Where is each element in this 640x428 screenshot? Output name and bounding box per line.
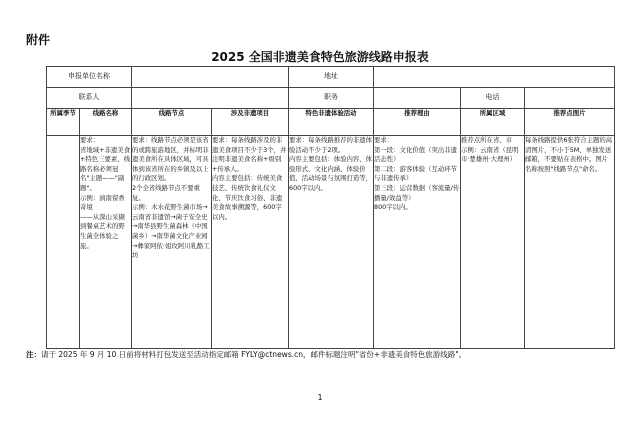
col-route-nodes: 线路节点 bbox=[132, 109, 212, 136]
contact-field[interactable] bbox=[132, 88, 289, 109]
col-region: 所属区域 bbox=[461, 109, 525, 136]
address-field[interactable] bbox=[374, 67, 615, 88]
unit-row bbox=[47, 67, 615, 88]
attachment-label: 附件 bbox=[26, 33, 51, 47]
application-form-table bbox=[46, 66, 615, 349]
region-cell[interactable]: 推荐点所在省、市 示例：云南省（昆明市·楚雄州·大理州） bbox=[461, 136, 525, 349]
position-field[interactable] bbox=[374, 88, 461, 109]
col-route-name: 线路名称 bbox=[80, 109, 132, 136]
col-season: 所属季节 bbox=[47, 109, 80, 136]
page-title: 2025 全国非遗美食特色旅游线路申报表 bbox=[211, 50, 429, 64]
activities-cell[interactable]: 要求：每条线路推荐的非遗体验活动不少于2项。 内容主要包括：体验内容、体验形式、文化内涵、体验价值、活动场景与氛围打造等，600字以内。 bbox=[289, 136, 374, 349]
page-number: 1 bbox=[317, 393, 323, 402]
phone-field[interactable] bbox=[525, 88, 615, 109]
col-activities: 特色非遗体验活动 bbox=[289, 109, 374, 136]
col-reasons: 推荐理由 bbox=[374, 109, 461, 136]
season-cell[interactable] bbox=[47, 136, 80, 349]
reasons-cell[interactable]: 要求： 第一段：文化价值（突出非遗活态性） 第二段：游客体验（互动环节与非遗传承） 第三段：运营数据（客流量/传播量/效益等） 800字以内。 bbox=[374, 136, 461, 349]
contact-label: 联系人 bbox=[47, 88, 132, 109]
phone-label: 电话 bbox=[461, 88, 525, 109]
unit-name-label: 申报单位名称 bbox=[47, 67, 132, 88]
footnote bbox=[26, 349, 626, 360]
route-name-cell[interactable]: 要求： 省地域+非遗美食+特色三要素，线路名称必须冠名"主题——"副题"。 示例：滇南留香奇境 ——从深山采撷到餐桌艺术的野生菌全体验之旅。 bbox=[80, 136, 132, 349]
col-heritage-items: 涉及非遗项目 bbox=[212, 109, 289, 136]
footnote-prefix: 注： bbox=[26, 350, 41, 359]
table-row bbox=[47, 136, 615, 349]
col-images: 推荐点图片 bbox=[525, 109, 615, 136]
route-nodes-cell[interactable]: 要求：线路节点必须是该省的或跨旅游地区，并标明非遗美食所在具体区域，可具体到该省所在的乡镇及以上的行政区划。 2个全省线路节点不要重复。 示例：木水花野生菌市场→云南省非遗馆→菌子安全史→南华县野生菌森林（中国菌乡）→南华菌文化产业园→彝家阿依·姐玫阿川乳酪工坊 bbox=[132, 136, 212, 349]
position-label: 职务 bbox=[289, 88, 374, 109]
address-label: 地址 bbox=[289, 67, 374, 88]
column-header-row bbox=[47, 109, 615, 136]
contact-row bbox=[47, 88, 615, 109]
unit-name-field[interactable] bbox=[132, 67, 289, 88]
footnote-text: 请于 2025 年 9 月 10 日前将材料打包发送至活动指定邮箱 FYLY@ctnews.cn，邮件标题注明"省份+非遗美食特色旅游线路"。 bbox=[41, 350, 467, 359]
images-cell[interactable]: 每条线路提供6张符合主题的高清图片，不小于5M，单独发送邮箱，不要贴在表格中。图片名称按照"线路节点"命名。 bbox=[525, 136, 615, 349]
heritage-items-cell[interactable]: 要求：每条线路涉及的非遗美食项目不少于3个，并注明非遗美食名称+级别+传承人。 内容主要包括：传统美食技艺、传统饮食礼仪文化、节庆饮食习俗、非遗美食故事溯源等，600字以内。 bbox=[212, 136, 289, 349]
